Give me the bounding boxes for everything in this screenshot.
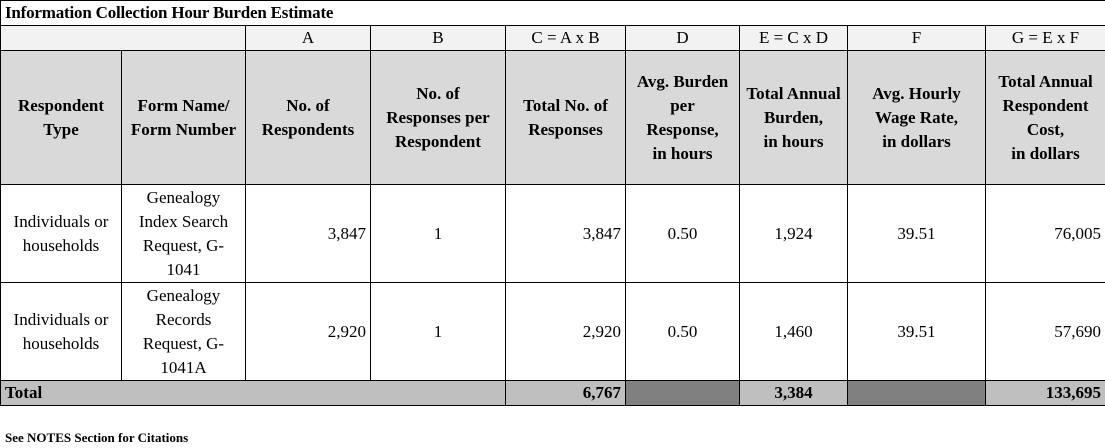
cell-wage-rate: 39.51 (848, 185, 986, 283)
total-cost: 133,695 (986, 381, 1105, 406)
cell-respondents: 3,847 (246, 185, 371, 283)
column-letter-e: E = C x D (740, 26, 848, 51)
header-no-of-respondents: No. of Respondents (246, 51, 371, 185)
cell-avg-burden: 0.50 (626, 185, 740, 283)
cell-respondents: 2,920 (246, 283, 371, 381)
notes-citation: See NOTES Section for Citations (5, 430, 189, 445)
cell-total-responses: 2,920 (506, 283, 626, 381)
cell-respondent-type: Individuals or households (1, 185, 122, 283)
header-total-annual-burden: Total Annual Burden, in hours (740, 51, 848, 185)
header-avg-burden: Avg. Burden per Response, in hours (626, 51, 740, 185)
header-total-cost: Total Annual Respondent Cost, in dollars (986, 51, 1105, 185)
cell-avg-burden: 0.50 (626, 283, 740, 381)
column-letter-c: C = A x B (506, 26, 626, 51)
header-form-name: Form Name/ Form Number (122, 51, 246, 185)
column-letter-a: A (246, 26, 371, 51)
total-annual-burden: 3,384 (740, 381, 848, 406)
total-row (1, 381, 1105, 406)
header-hourly-wage: Avg. Hourly Wage Rate, in dollars (848, 51, 986, 185)
cell-total-responses: 3,847 (506, 185, 626, 283)
cell-annual-burden: 1,924 (740, 185, 848, 283)
cell-annual-burden: 1,460 (740, 283, 848, 381)
cell-respondent-type: Individuals or households (1, 283, 122, 381)
column-letter-f: F (848, 26, 986, 51)
total-blank-f (848, 381, 986, 406)
table-row (1, 283, 1105, 381)
cell-responses-per-respondent: 1 (371, 185, 506, 283)
column-letter-b: B (371, 26, 506, 51)
total-label: Total (1, 381, 506, 406)
total-blank-d (626, 381, 740, 406)
cell-form-name: Genealogy Index Search Request, G- 1041 (122, 185, 246, 283)
letter-blank-cell (1, 26, 246, 51)
cell-total-cost: 57,690 (986, 283, 1105, 381)
header-responses-per-respondent: No. of Responses per Respondent (371, 51, 506, 185)
total-responses: 6,767 (506, 381, 626, 406)
table-row (1, 185, 1105, 283)
header-respondent-type: Respondent Type (1, 51, 122, 185)
cell-responses-per-respondent: 1 (371, 283, 506, 381)
column-letter-g: G = E x F (986, 26, 1105, 51)
header-total-responses: Total No. of Responses (506, 51, 626, 185)
table-title: Information Collection Hour Burden Estimate (1, 1, 1105, 26)
cell-total-cost: 76,005 (986, 185, 1105, 283)
cell-wage-rate: 39.51 (848, 283, 986, 381)
cell-form-name: Genealogy Records Request, G- 1041A (122, 283, 246, 381)
column-letter-d: D (626, 26, 740, 51)
